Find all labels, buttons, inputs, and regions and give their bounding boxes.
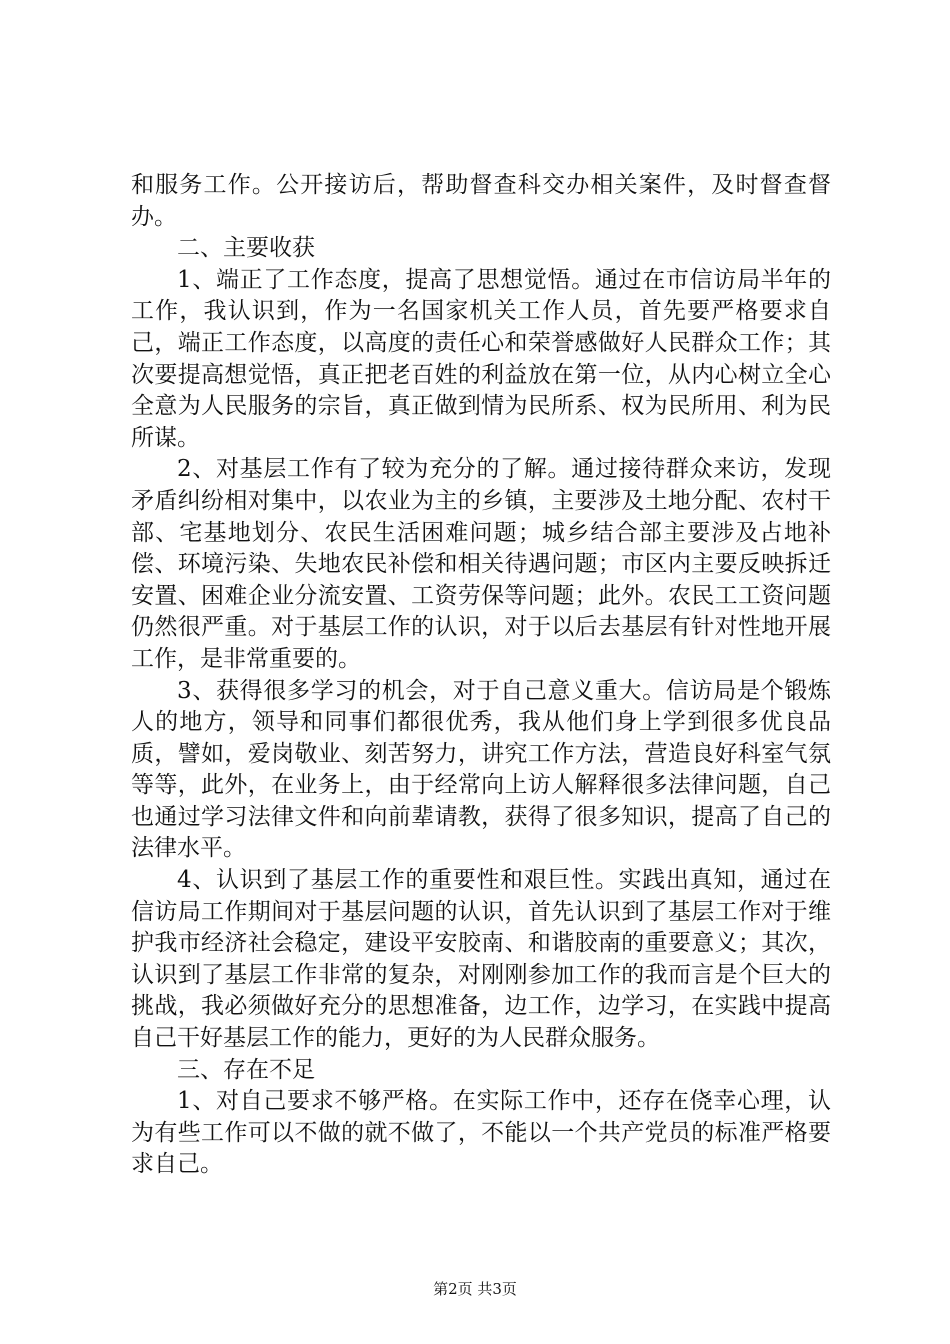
paragraph-gain-3: 3、获得很多学习的机会，对于自己意义重大。信访局是个锻炼人的地方，领导和同事们都很优秀，我从他们身上学到很多优良品质，譬如，爱岗敬业、刻苦努力，讲究工作方法，营造良好科室气氛等等，此外，在业务上，由于经常向上访人解释很多法律问题，自己也通过学习法律文件和向前辈请教，获得了很多知识，提高了自己的法律水平。	[131, 677, 831, 862]
document-body	[131, 170, 831, 1181]
page-footer: 第2页 共3页	[433, 1280, 517, 1298]
section-heading-shortcomings: 三、存在不足	[177, 1056, 315, 1083]
paragraph-continuation: 和服务工作。公开接访后，帮助督查科交办相关案件，及时督查督办。	[131, 172, 831, 230]
paragraph-gain-4: 4、认识到了基层工作的重要性和艰巨性。实践出真知，通过在信访局工作期间对于基层问题的认识，首先认识到了基层工作对于维护我市经济社会稳定，建设平安胶南、和谐胶南的重要意义；其次，认识到了基层工作非常的复杂，对刚刚参加工作的我而言是个巨大的挑战，我必须做好充分的思想准备，边工作，边学习，在实践中提高自己干好基层工作的能力，更好的为人民群众服务。	[131, 867, 831, 1052]
paragraph-gain-1: 1、端正了工作态度，提高了思想觉悟。通过在市信访局半年的工作，我认识到，作为一名国家机关工作人员，首先要严格要求自己，端正工作态度，以高度的责任心和荣誉感做好人民群众工作；其次要提高想觉悟，真正把老百姓的利益放在第一位，从内心树立全心全意为人民服务的宗旨，真正做到情为民所系、权为民所用、利为民所谋。	[131, 266, 831, 451]
paragraph-shortcoming-1: 1、对自己要求不够严格。在实际工作中，还存在侥幸心理，认为有些工作可以不做的就不做了，不能以一个共产党员的标准严格要求自己。	[131, 1088, 831, 1178]
section-heading-main-gains: 二、主要收获	[177, 235, 315, 262]
paragraph-gain-2: 2、对基层工作有了较为充分的了解。通过接待群众来访，发现矛盾纠纷相对集中，以农业为主的乡镇，主要涉及土地分配、农村干部、宅基地划分、农民生活困难问题；城乡结合部主要涉及占地补偿、环境污染、失地农民补偿和相关待遇问题；市区内主要反映拆迁安置、困难企业分流安置、工资劳保等问题；此外。农民工工资问题仍然很严重。对于基层工作的认识，对于以后去基层有针对性地开展工作，是非常重要的。	[131, 456, 831, 672]
